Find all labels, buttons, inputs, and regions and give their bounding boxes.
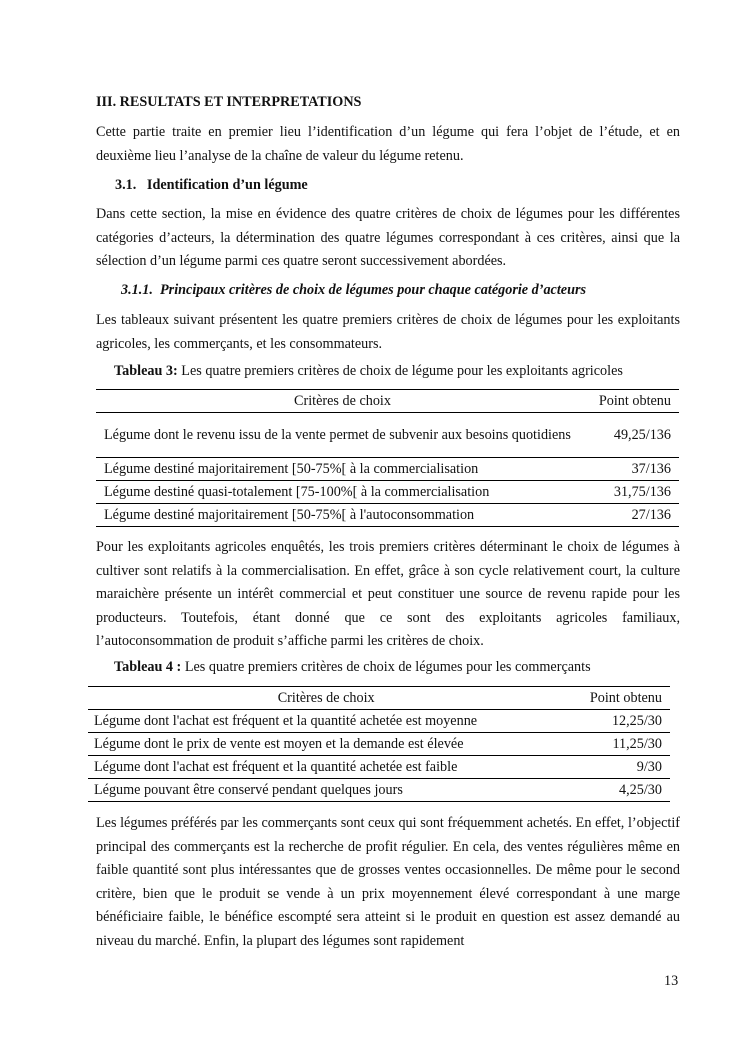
table-cell: Légume pouvant être conservé pendant quelques jours bbox=[88, 779, 564, 802]
table4-caption-text: Les quatre premiers critères de choix de légumes pour les commerçants bbox=[181, 659, 591, 675]
subsubsection-heading bbox=[121, 280, 681, 300]
subsubsection-title: Principaux critères de choix de légumes pour chaque catégorie d’acteurs bbox=[160, 282, 587, 298]
table-cell: 49,25/136 bbox=[589, 413, 679, 458]
table4-caption bbox=[114, 657, 698, 677]
table-row bbox=[88, 779, 670, 802]
table-cell: 31,75/136 bbox=[589, 481, 679, 504]
column-header: Point obtenu bbox=[589, 390, 679, 413]
subsection-number: 3.1. bbox=[115, 177, 137, 193]
table-cell: 9/30 bbox=[564, 756, 670, 779]
table-header-row bbox=[88, 687, 670, 710]
subsubsection-paragraph: Les tableaux suivant présentent les quatre premiers critères de choix de légumes pour les exploitants agricoles, les commerçants, et les consommateurs. bbox=[96, 312, 680, 352]
table-cell: Légume dont l'achat est fréquent et la quantité achetée est faible bbox=[88, 756, 564, 779]
table3-label: Tableau 3: bbox=[114, 363, 178, 379]
table-cell: 12,25/30 bbox=[564, 710, 670, 733]
table-row bbox=[96, 458, 679, 481]
page-number: 13 bbox=[664, 973, 679, 989]
table-row bbox=[96, 413, 679, 458]
subsection-title: Identification d’un légume bbox=[146, 177, 308, 193]
table-cell: Légume destiné majoritairement [50-75%[ à la commercialisation bbox=[96, 458, 589, 481]
table-row bbox=[96, 504, 679, 527]
subsection-paragraph: Dans cette section, la mise en évidence des quatre critères de choix de légumes pour les différentes catégories d’acteurs, la détermination des quatre légumes correspondant à ces critères, ainsi que la sélection d’un légume parmi ces quatre seront successivement abordées. bbox=[96, 206, 680, 270]
subsubsection-number: 3.1.1. bbox=[121, 282, 153, 298]
table-cell: Légume destiné quasi-totalement [75-100%[ à la commercialisation bbox=[96, 481, 589, 504]
table-header-row bbox=[96, 390, 679, 413]
table3-caption-text: Les quatre premiers critères de choix de légume pour les exploitants agricoles bbox=[177, 363, 623, 379]
table-row bbox=[88, 710, 670, 733]
table4-label: Tableau 4 : bbox=[114, 659, 182, 675]
table4-analysis-paragraph: Les légumes préférés par les commerçants sont ceux qui sont fréquemment achetés. En effet, l’objectif principal des commerçants est la recherche de profit régulier. En cela, des ventes régulières même en faible quantité sont plus intéressantes que de grosses ventes occasionnelles. De même pour le second critère, bien que le produit se vende à un prix moyennement élevé correspondant à une marge bénéficiaire faible, le bénéfice escompté sera atteint si le produit en question est assez demandé au niveau du marché. Enfin, la plupart des légumes sont rapidement bbox=[96, 815, 680, 949]
table-row bbox=[96, 481, 679, 504]
table4 bbox=[88, 686, 670, 802]
table-cell: Légume dont le revenu issu de la vente permet de subvenir aux besoins quotidiens bbox=[96, 413, 589, 458]
table-row bbox=[88, 733, 670, 756]
column-header: Critères de choix bbox=[96, 390, 589, 413]
table3-analysis-paragraph: Pour les exploitants agricoles enquêtés, les trois premiers critères déterminant le choix de légumes à cultiver sont relatifs à la commercialisation. En effet, grâce à son cycle relativement court, la culture maraichère présente un intérêt commercial et peut constituer une source de revenu rapide pour les producteurs. Toutefois, étant donné que ce sont des exploitants agricoles familiaux, l’autoconsommation de produit s’affiche parmi les critères de choix. bbox=[96, 539, 680, 650]
intro-paragraph: Cette partie traite en premier lieu l’identification d’un légume qui fera l’objet de l’étude, et en deuxième lieu l’analyse de la chaîne de valeur du légume retenu. bbox=[96, 124, 680, 164]
table3-caption bbox=[114, 361, 698, 381]
table-cell: Légume dont l'achat est fréquent et la quantité achetée est moyenne bbox=[88, 710, 564, 733]
table-cell: 4,25/30 bbox=[564, 779, 670, 802]
table-cell: Légume dont le prix de vente est moyen et la demande est élevée bbox=[88, 733, 564, 756]
section-title: III. RESULTATS ET INTERPRETATIONS bbox=[96, 94, 362, 110]
table-cell: 37/136 bbox=[589, 458, 679, 481]
table-cell: Légume destiné majoritairement [50-75%[ à l'autoconsommation bbox=[96, 504, 589, 527]
table-row bbox=[88, 756, 670, 779]
table-cell: 11,25/30 bbox=[564, 733, 670, 756]
column-header: Point obtenu bbox=[564, 687, 670, 710]
table3 bbox=[96, 389, 679, 527]
column-header: Critères de choix bbox=[88, 687, 564, 710]
table-cell: 27/136 bbox=[589, 504, 679, 527]
subsection-heading bbox=[115, 175, 699, 195]
